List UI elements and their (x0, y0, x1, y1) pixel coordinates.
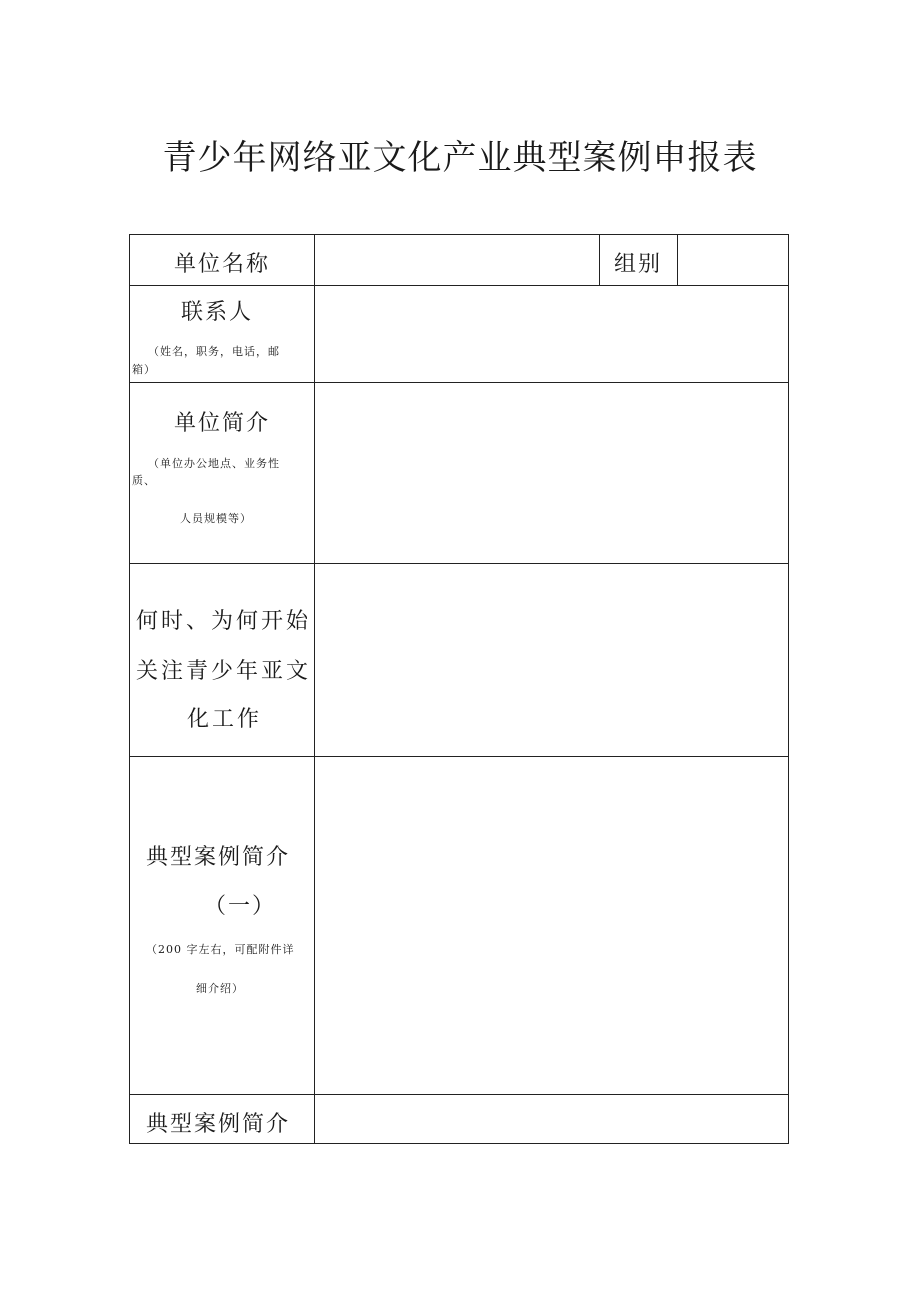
contact-label: 联系人 (181, 300, 254, 325)
unit-intro-hint-continued: 质、 (132, 474, 156, 487)
when-why-label-line1: 何时、为何开始 (136, 609, 312, 634)
case-two-label: 典型案例简介 (146, 1112, 291, 1137)
application-form-table (129, 234, 789, 1144)
case-two-field[interactable] (315, 1095, 788, 1143)
case-one-index: （一） (204, 894, 277, 919)
unit-intro-label: 单位简介 (174, 411, 271, 436)
case-one-field[interactable] (315, 757, 788, 1094)
unit-name-field[interactable] (315, 236, 599, 285)
form-title: 青少年网络亚文化产业典型案例申报表 (162, 138, 758, 178)
case-one-label: 典型案例简介 (146, 845, 291, 870)
unit-intro-hint: （单位办公地点、业务性 (148, 457, 280, 470)
unit-intro-hint-end: 人员规模等） (180, 512, 252, 525)
unit-intro-field[interactable] (315, 383, 788, 563)
column-divider (599, 235, 600, 285)
group-label: 组别 (614, 252, 663, 277)
when-why-label-line2: 关注青少年亚文 (136, 659, 312, 684)
contact-field[interactable] (315, 286, 788, 382)
unit-name-label: 单位名称 (174, 252, 271, 277)
case-one-hint: （200 字左右，可配附件详 (146, 943, 295, 956)
case-one-hint-end: 细介绍） (196, 982, 244, 995)
contact-hint-continued: 箱） (132, 363, 156, 376)
when-why-label-line3: 化工作 (187, 707, 263, 732)
contact-hint: （姓名，职务，电话，邮 (148, 345, 280, 358)
when-why-field[interactable] (315, 564, 788, 756)
group-field[interactable] (678, 236, 788, 285)
